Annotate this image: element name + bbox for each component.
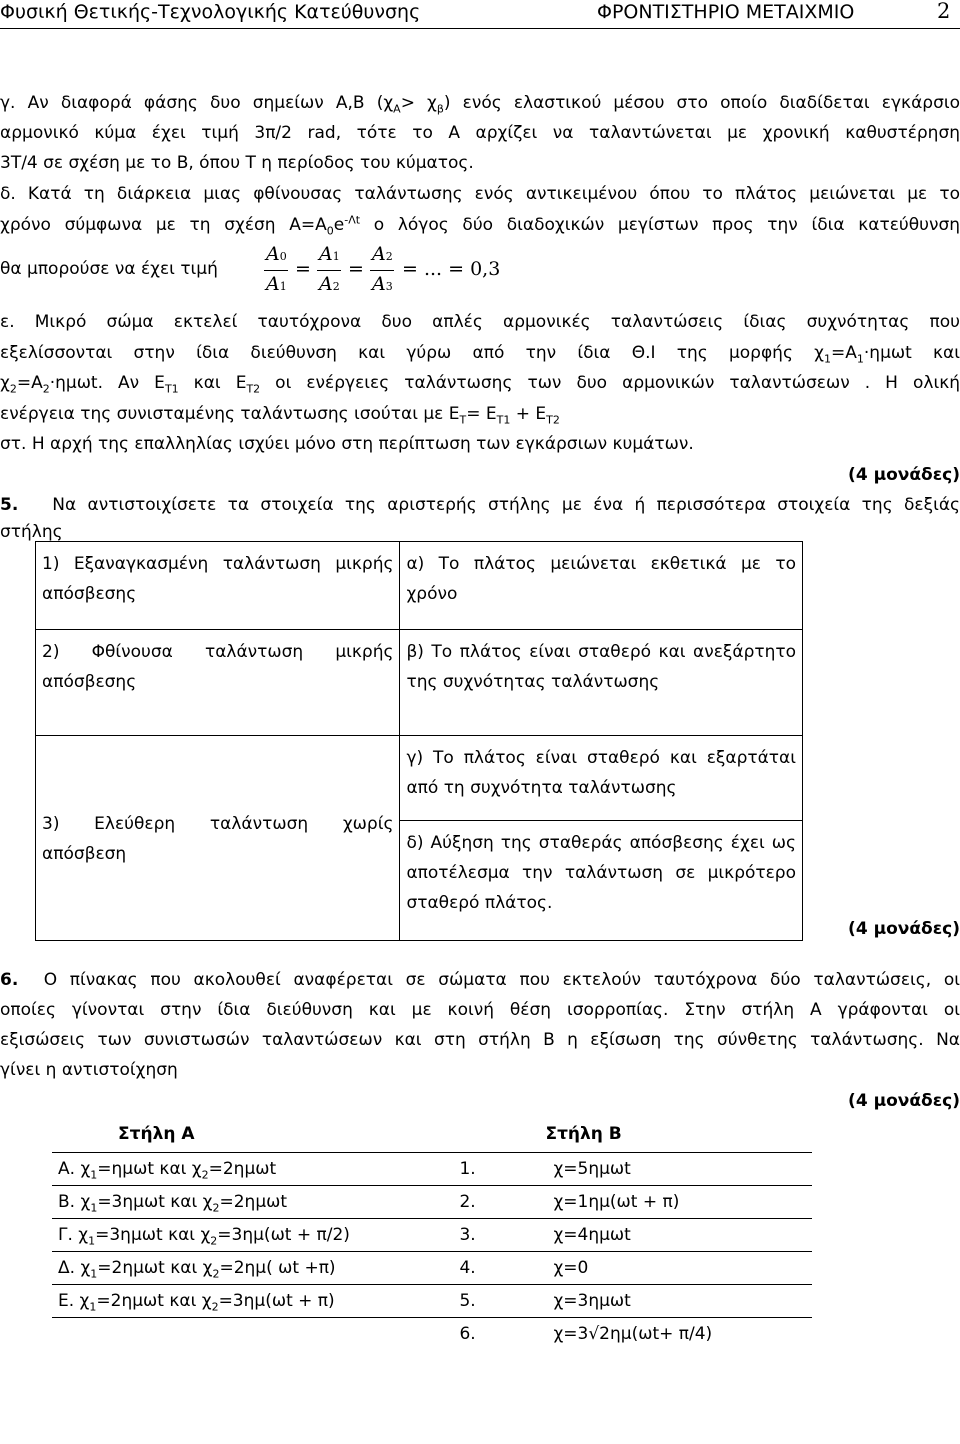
q5-right-c: γ) Το πλάτος είναι σταθερό και εξαρτάται από τη συχνότητα ταλάντωσης xyxy=(400,736,803,821)
matching-table-q5 xyxy=(35,541,803,941)
table-row: Α. $\chi_1=\eta\mu\omega t$ και $\chi_2=2\eta\mu\omega t$ 1. χ=5ημωt xyxy=(52,1153,812,1186)
ratio-formula: A0 A1 = A1 A2 = A2 A3 = ... = 0,3 xyxy=(266,243,501,295)
q5-right-a: α) Το πλάτος μειώνεται εκθετικά με το χρόνο xyxy=(400,542,803,630)
header-school: ΦΡΟΝΤΙΣΤΗΡΙΟ ΜΕΤΑΙΧΜΙΟ xyxy=(597,1,855,23)
q5-left-2: 2) Φθίνουσα ταλάντωση μικρής απόσβεσης xyxy=(36,630,400,736)
q5-right-b: β) Το πλάτος είναι σταθερό και ανεξάρτητο της συχνότητας ταλάντωσης xyxy=(400,630,803,736)
gamma-line-2: αρμονικό κύμα έχει τιμή 3π/2 rad, τότε το Α αρχίζει να ταλαντώνεται με χρονική καθυστέρηση xyxy=(0,123,960,143)
table-row: 6. χ=3√2ημ(ωt+ π/4) xyxy=(52,1318,812,1351)
marks-label: (4 μονάδες) xyxy=(848,919,960,939)
q5-right-d: δ) Αύξηση της σταθεράς απόσβεσης έχει ως αποτέλεσμα την ταλάντωση σε μικρότερο σταθερό πλάτος. xyxy=(400,821,803,941)
st-line-1: στ. Η αρχή της επαλληλίας ισχύει μόνο στη περίπτωση των εγκάρσιων κυμάτων. xyxy=(0,434,694,454)
table-row: Β. $\chi_1=3\eta\mu\omega t$ και $\chi_2=2\eta\mu\omega t$ 2. χ=1ημ(ωt + π) xyxy=(52,1186,812,1219)
table-row: Δ. $\chi_1=2\eta\mu\omega t$ και $\chi_2=2\eta\mu$( ωt +π) 4. χ=0 xyxy=(52,1252,812,1285)
q6-line-2: οποίες γίνονται στην ίδια διεύθυνση και με κοινή θέση ισορροπίας. Στην στήλη Α γράφονται οι xyxy=(0,1000,960,1020)
column-a-header: Στήλη Α xyxy=(118,1124,195,1144)
epsilon-line-3: $\chi_2=A_2\cdot\eta\mu\omega t$. Αν $E_{T1}$ και $E_{T2}$ οι ενέργειες ταλάντωσης των δυο αρμονικών ταλαντώσεων . Η ολική xyxy=(0,373,960,396)
page-number: 2 xyxy=(937,0,951,23)
table-row: Ε. $\chi_1=2\eta\mu\omega t$ και $\chi_2=3\eta\mu(\omega t + \pi)$ 5. χ=3ημωt xyxy=(52,1285,812,1318)
marks-label: (4 μονάδες) xyxy=(848,465,960,485)
q5-left-3: 3) Ελεύθερη ταλάντωση χωρίς απόσβεση xyxy=(36,736,400,941)
page-header xyxy=(0,0,960,29)
marks-label: (4 μονάδες) xyxy=(848,1091,960,1111)
q6-line-4: γίνει η αντιστοίχηση xyxy=(0,1060,178,1080)
epsilon-line-1: ε. Μικρό σώμα εκτελεί ταυτόχρονα δυο απλές αρμονικές ταλαντώσεις ίδιας συχνότητας που xyxy=(0,312,960,332)
matching-table-q6 xyxy=(52,1116,812,1350)
q6-line-3: εξισώσεις των συνιστωσών ταλαντώσεων και στη στήλη Β η εξίσωση της σύνθετης ταλάντωσης. Να xyxy=(0,1030,960,1050)
delta-line-3: θα μπορούσε να έχει τιμή xyxy=(0,259,218,279)
q5-line-2: στήλης xyxy=(0,522,63,542)
delta-line-2: χρόνο σύμφωνα με τη σχέση $A=A_0e^{-\Lambda t}$ ο λόγος δύο διαδοχικών μεγίστων προς την ίδια κατεύθυνση xyxy=(0,213,960,238)
q6-line-1: 6. Ο πίνακας που ακολουθεί αναφέρεται σε σώματα που εκτελούν ταυτόχρονα δύο ταλαντώσεις, οι xyxy=(0,970,960,990)
epsilon-line-4: ενέργεια της συνισταμένης ταλάντωσης ισούται με $E_T= E_{T1} + E_{T2}$ xyxy=(0,404,560,427)
gamma-line-3: 3Τ/4 σε σχέση με το Β, όπου Τ η περίοδος του κύματος. xyxy=(0,153,474,173)
q5-line-1: 5. Να αντιστοιχίσετε τα στοιχεία της αριστερής στήλης με ένα ή περισσότερα στοιχεία της δεξιάς xyxy=(0,495,960,515)
column-b-header: Στήλη Β xyxy=(545,1124,622,1144)
delta-line-1: δ. Κατά τη διάρκεια μιας φθίνουσας ταλάντωσης ενός αντικειμένου όπου το πλάτος μειώνεται με το xyxy=(0,184,960,204)
q5-left-1: 1) Εξαναγκασμένη ταλάντωση μικρής απόσβεσης xyxy=(36,542,400,630)
gamma-line-1: γ. Αν διαφορά φάσης δυο σημείων Α,Β $(\chi_A> \chi_\beta)$ ενός ελαστικού μέσου στο οποίο διαδίδεται εγκάρσιο xyxy=(0,93,960,116)
header-subject: Φυσική Θετικής-Τεχνολογικής Κατεύθυνσης xyxy=(0,1,421,23)
table-row: Γ. $\chi_1=3\eta\mu\omega t$ και $\chi_2=3\eta\mu(\omega t + \pi/2)$ 3. χ=4ημωt xyxy=(52,1219,812,1252)
epsilon-line-2: εξελίσσονται στην ίδια διεύθυνση και γύρω από την ίδια Θ.Ι της μορφής $\chi_1=A_1\cdot\eta\mu\omega t$ και xyxy=(0,343,960,366)
